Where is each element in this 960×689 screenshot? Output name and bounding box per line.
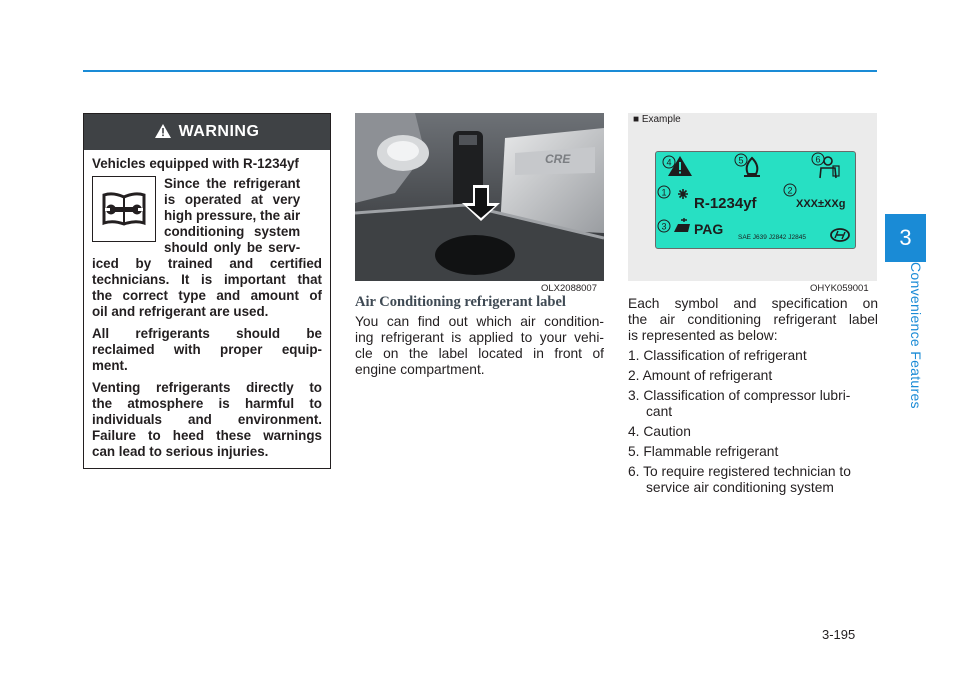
flammable-icon <box>744 158 760 176</box>
svg-text:2: 2 <box>787 185 793 196</box>
technician-icon <box>820 157 839 178</box>
refrigerant-type: R-1234yf <box>694 195 757 212</box>
warning-icon-row <box>92 176 322 256</box>
warning-header <box>84 114 330 150</box>
chapter-title: Convenience Features <box>908 262 924 409</box>
refrigerant-amount: XXX±XXg <box>796 198 846 210</box>
list-item: 3. Classification of compressor lubri- cant <box>628 388 851 419</box>
symbol-list <box>628 348 878 500</box>
warning-para3: Venting refrigerants directly to the atmosphere is harmful to individuals and environment. Failure to heed these warnings can lead to serious injuries. <box>92 380 322 459</box>
warning-para1-rest: iced by trained and certified technicians. It is important that the correct type and amount of oil and refrigerant are used. <box>92 256 322 319</box>
engine-cover-emblem: CRE <box>545 152 571 166</box>
svg-text:6: 6 <box>815 154 821 165</box>
warning-body <box>84 150 330 460</box>
refrigerant-symbol-icon <box>678 189 688 199</box>
warning-subtitle: Vehicles equipped with R-1234yf <box>92 156 299 171</box>
lubricant-oil-icon <box>674 218 690 232</box>
warning-icon-text: Since the refrigerant is operated at very high pressure, the air conditioning system should only be serv- <box>164 176 301 255</box>
chapter-tab: 3 <box>885 214 926 262</box>
list-item: 6. To require registered technician to service air conditioning system <box>628 464 851 495</box>
owner-manual-wrench-icon <box>92 176 156 242</box>
description-intro: Each symbol and specification on the air conditioning refrigerant label is represented as below: <box>628 296 878 343</box>
list-item: 1. Classification of refrigerant <box>628 348 807 363</box>
svg-text:1: 1 <box>661 187 667 198</box>
caution-triangle-icon <box>668 156 692 176</box>
warning-title: WARNING <box>178 123 260 140</box>
svg-text:4: 4 <box>666 157 672 168</box>
svg-text:5: 5 <box>738 155 744 166</box>
top-rule <box>83 70 877 72</box>
page-number: 3-195 <box>822 627 856 642</box>
list-item: 5. Flammable refrigerant <box>628 444 779 459</box>
warning-box <box>83 113 331 469</box>
brand-logo-icon <box>831 229 849 241</box>
example-note: ■ Example <box>633 114 681 125</box>
svg-text:3: 3 <box>661 221 667 232</box>
engine-compartment-photo <box>355 113 604 281</box>
list-item: 4. Caution <box>628 424 691 439</box>
warning-triangle-icon <box>155 124 171 141</box>
section-heading: Air Conditioning refrigerant label <box>355 294 566 310</box>
label-caption-code: OHYK059001 <box>810 283 869 294</box>
list-item: 2. Amount of refrigerant <box>628 368 773 383</box>
photo-caption-code: OLX2088007 <box>541 283 597 294</box>
section-body: You can find out which air condition- ing refrigerant is applied to your vehi- cle on the label located in front of engine compartment. <box>355 314 604 377</box>
lubricant-type: PAG <box>694 221 724 237</box>
warning-para2: All refrigerants should be reclaimed with proper equip- ment. <box>92 326 322 373</box>
refrigerant-label <box>655 151 856 249</box>
sae-standard: SAE J639 J2842 J2845 <box>738 234 806 241</box>
